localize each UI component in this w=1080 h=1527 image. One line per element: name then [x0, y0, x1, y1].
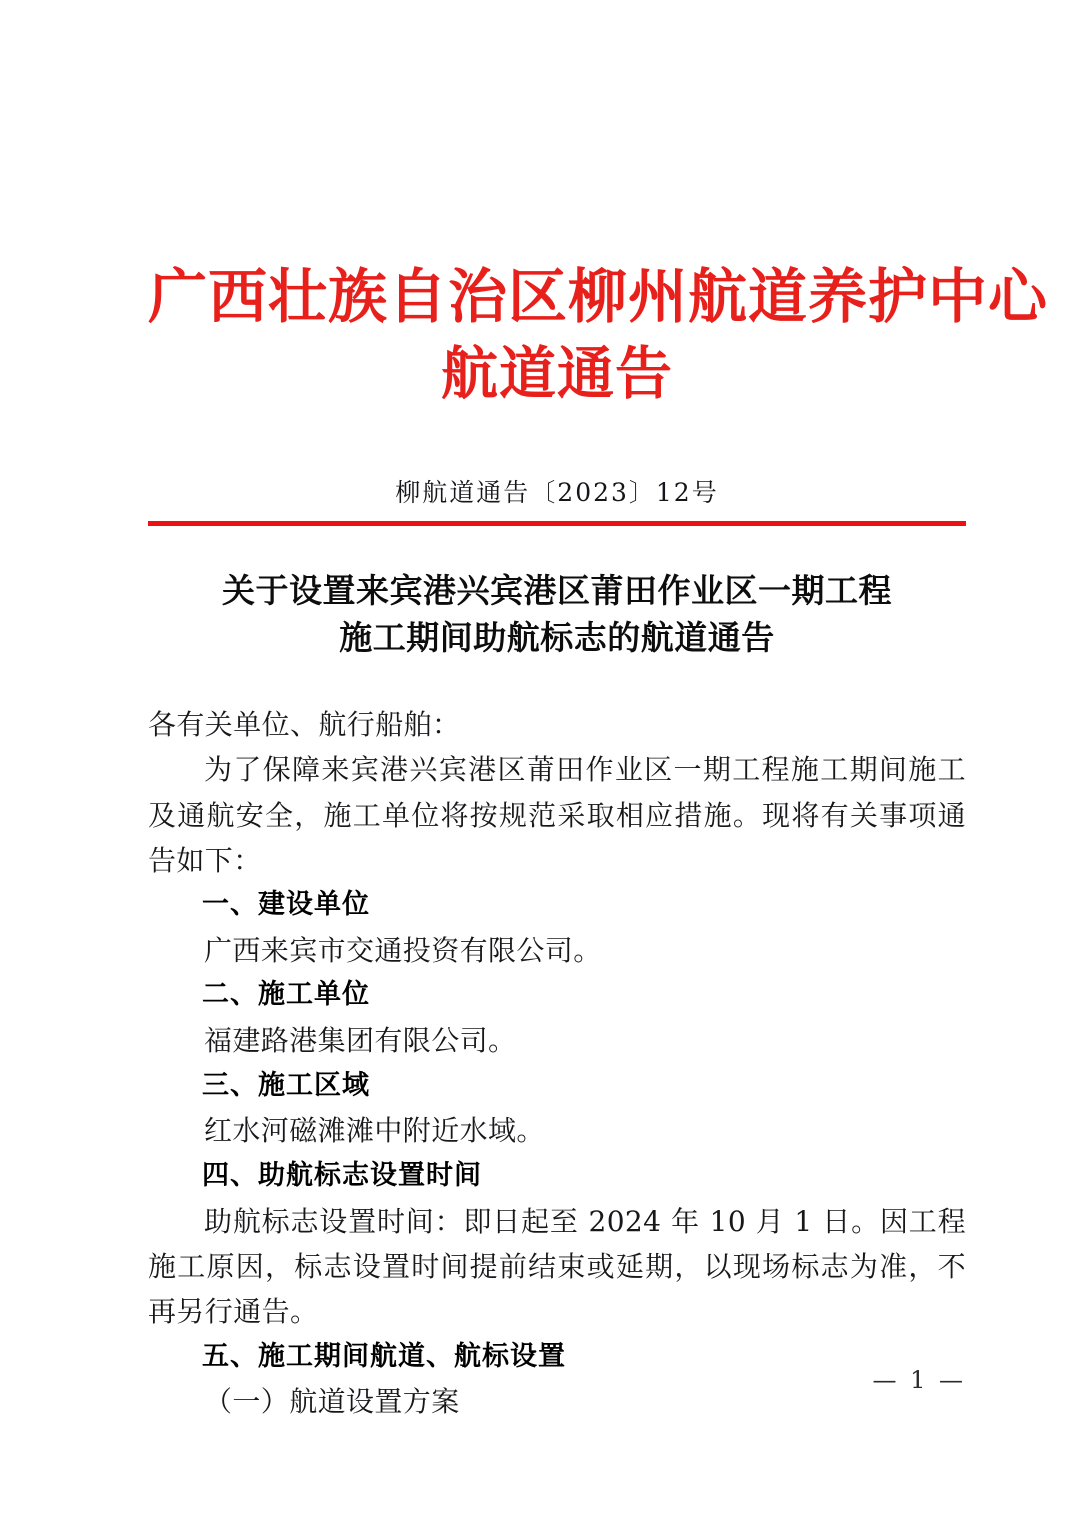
section-heading-1: 一、建设单位	[202, 889, 370, 921]
masthead-organization-line: 广西壮族自治区柳州航道养护中心	[148, 262, 1049, 331]
section-body-2: 福建路港集团有限公司。	[204, 1024, 517, 1058]
subsection-heading-5-1: （一）航道设置方案	[204, 1385, 460, 1419]
section-heading-3: 三、施工区域	[202, 1069, 370, 1101]
page-content-column	[148, 0, 1049, 1527]
red-separator-rule	[148, 521, 966, 526]
page-title	[148, 568, 966, 662]
section-body-4: 助航标志设置时间：即日起至 2024 年 10 月 1 日。因工程施工原因，标志设置时间提前结束或延期，以现场标志为准，不再另行通告。	[148, 1204, 966, 1329]
section-body-3: 红水河磁滩滩中附近水域。	[204, 1114, 545, 1148]
section-heading-5: 五、施工期间航道、航标设置	[202, 1340, 566, 1372]
document-body	[148, 702, 966, 1425]
page-number: — 1 —	[872, 1366, 966, 1394]
page-title-line-1: 关于设置来宾港兴宾港区莆田作业区一期工程	[222, 571, 892, 611]
document-number: 柳航道通告〔2023〕12号	[395, 478, 719, 508]
masthead-doctype-line: 航道通告	[441, 339, 673, 407]
document-number-block	[148, 473, 966, 519]
page-title-line-2: 施工期间助航标志的航道通告	[339, 617, 775, 657]
section-heading-4: 四、助航标志设置时间	[202, 1159, 482, 1191]
section-heading-2: 二、施工单位	[202, 979, 370, 1011]
masthead	[148, 0, 1049, 411]
section-body-1: 广西来宾市交通投资有限公司。	[204, 934, 602, 968]
salutation: 各有关单位、航行船舶：	[148, 707, 461, 741]
intro-paragraph: 为了保障来宾港兴宾港区莆田作业区一期工程施工期间施工及通航安全，施工单位将按规范采取相应措施。现将有关事项通告如下：	[148, 753, 966, 877]
